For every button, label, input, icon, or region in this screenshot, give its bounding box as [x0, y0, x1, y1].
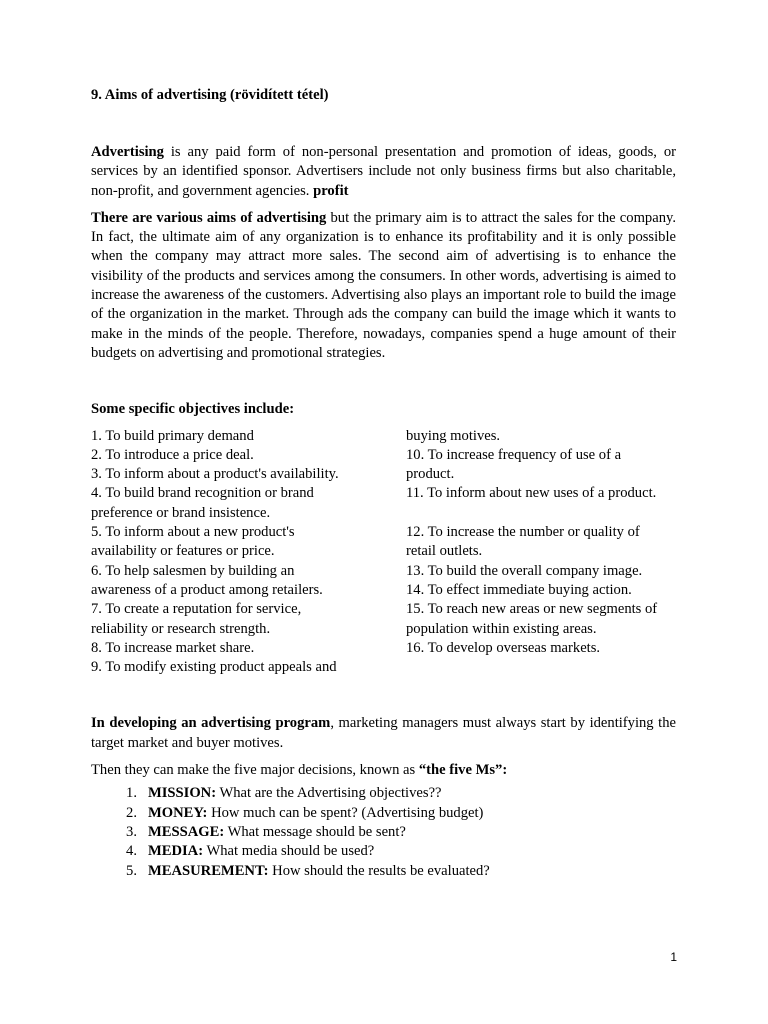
objective-line: 14. To effect immediate buying action. — [406, 581, 632, 598]
objective-line: 7. To create a reputation for service, — [91, 601, 302, 618]
objective-line: 9. To modify existing product appeals and — [91, 659, 337, 676]
five-ms-question: How much can be spent? (Advertising budget) — [207, 804, 484, 821]
list-number: 3. — [126, 823, 137, 840]
five-ms-term: “the five Ms”: — [418, 762, 508, 779]
objective-line: 8. To increase market share. — [91, 639, 255, 656]
five-ms-list — [91, 784, 676, 880]
five-ms-item — [91, 804, 676, 823]
five-ms-label: MESSAGE: — [147, 823, 225, 840]
five-ms-item-text — [137, 823, 406, 842]
objective-line: reliability or research strength. — [91, 620, 271, 637]
document-title: 9. Aims of advertising (rövidített tétel) — [91, 87, 329, 103]
objective-line: 15. To reach new areas or new segments of — [406, 601, 658, 618]
five-ms-item-text — [137, 842, 374, 861]
five-ms-label: MEDIA: — [147, 843, 204, 860]
objective-line: retail outlets. — [406, 543, 483, 560]
objective-line: awareness of a product among retailers. — [91, 581, 323, 598]
developing-lead: In developing an advertising program — [91, 715, 331, 732]
objective-line: 5. To inform about a new product's — [91, 524, 295, 541]
objective-line: 6. To help salesmen by building an — [91, 562, 295, 579]
objective-line: 12. To increase the number or quality of — [406, 524, 640, 541]
five-ms-item-text — [137, 804, 483, 823]
objective-line: 1. To build primary demand — [91, 427, 254, 444]
advertising-definition-paragraph — [91, 143, 676, 201]
objective-line: preference or brand insistence. — [91, 504, 271, 521]
list-number: 1. — [126, 785, 137, 802]
five-ms-intro — [91, 761, 676, 780]
objective-line: 3. To inform about a product's availability. — [91, 466, 339, 483]
page-number: 1 — [670, 950, 677, 964]
five-ms-label: MONEY: — [147, 804, 208, 821]
aims-paragraph — [91, 209, 676, 363]
list-number: 2. — [126, 804, 137, 821]
objectives-heading: Some specific objectives include: — [91, 401, 295, 418]
objectives-columns — [91, 427, 676, 678]
developing-text: , marketing managers must always start by identifying the target market and buyer motives. — [91, 715, 676, 751]
five-ms-intro-text: Then they can make the five major decisions, known as — [91, 762, 419, 779]
advertising-definition-text: is any paid form of non-personal presentation and promotion of ideas, goods, or services by an identified sponsor. Advertisers include not only business firms but also charitable, non-profit, and government agencies. — [91, 144, 676, 199]
five-ms-label: MEASUREMENT: — [147, 862, 269, 879]
objective-line: 16. To develop overseas markets. — [406, 639, 601, 656]
five-ms-label: MISSION: — [147, 785, 217, 802]
developing-program-paragraph — [91, 714, 676, 753]
objective-line: 2. To introduce a price deal. — [91, 446, 254, 463]
advertising-term: Advertising — [91, 144, 164, 160]
five-ms-item — [91, 862, 676, 881]
objective-line: product. — [406, 466, 455, 483]
objectives-right-column — [406, 427, 676, 678]
five-ms-item — [91, 784, 676, 803]
five-ms-question: What are the Advertising objectives?? — [216, 785, 442, 802]
aims-lead: There are various aims of advertising — [91, 209, 327, 226]
objective-line: 13. To build the overall company image. — [406, 562, 643, 579]
five-ms-question: What message should be sent? — [224, 823, 406, 840]
profit-word: profit — [313, 182, 349, 199]
aims-text: but the primary aim is to attract the sales for the company. In fact, the ultimate aim of any organization is to enhance its profitability and it is only possible when the company may attract more sales. The second aim of advertising is to enhance the visibility of the products and services among the consumers. In other words, advertising is aimed to increase the awareness of the customers. Advertising also plays an important role to build the image of the organization in the market. Through ads the company can build the image which it wants to make in the minds of the people. Therefore, nowadays, companies spend a huge amount of their budgets on advertising and promotional strategies. — [91, 209, 676, 361]
list-number: 5. — [126, 862, 137, 879]
five-ms-item-text — [137, 862, 490, 881]
five-ms-question: What media should be used? — [203, 843, 375, 860]
objectives-left-column — [91, 427, 361, 678]
objective-line: 11. To inform about new uses of a product. — [406, 485, 657, 502]
five-ms-item — [91, 823, 676, 842]
list-number: 4. — [126, 843, 137, 860]
objective-line-blank — [406, 504, 676, 523]
five-ms-question: How should the results be evaluated? — [268, 862, 490, 879]
five-ms-item-text — [137, 784, 442, 803]
five-ms-item — [91, 842, 676, 861]
objective-line: availability or features or price. — [91, 543, 275, 560]
objective-line: population within existing areas. — [406, 620, 597, 637]
objective-line: buying motives. — [406, 427, 501, 444]
objective-line: 10. To increase frequency of use of a — [406, 446, 622, 463]
document-page — [91, 86, 676, 881]
objective-line: 4. To build brand recognition or brand — [91, 485, 314, 502]
